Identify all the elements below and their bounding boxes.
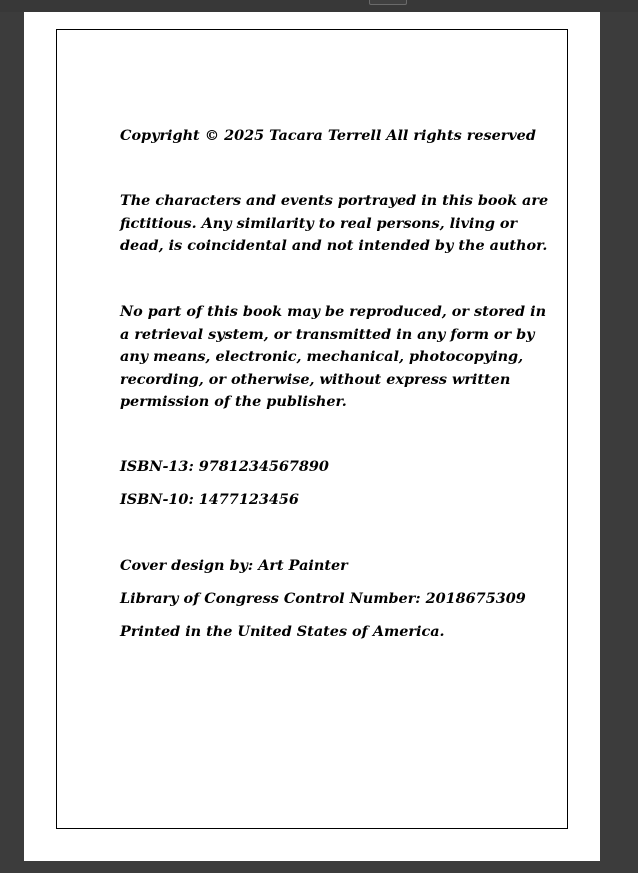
page-tab-handle[interactable] (369, 0, 407, 5)
rights-line: any means, electronic, mechanical, photocopying, (120, 348, 524, 365)
printed-in-line: Printed in the United States of America. (120, 623, 445, 640)
copyright-line: Copyright © 2025 Tacara Terrell All rights reserved (120, 127, 536, 144)
loc-number-line: Library of Congress Control Number: 2018675309 (120, 590, 526, 607)
disclaimer-paragraph (120, 190, 549, 258)
page-border (56, 29, 568, 829)
rights-line: recording, or otherwise, without express written (120, 370, 511, 388)
rights-line: permission of the publisher. (120, 393, 347, 410)
document-page (24, 12, 600, 861)
disclaimer-line: fictitious. Any similarity to real persons, living or (120, 214, 518, 232)
isbn13-line: ISBN-13: 9781234567890 (120, 458, 329, 475)
cover-design-line: Cover design by: Art Painter (120, 557, 348, 574)
rights-line: a retrieval system, or transmitted in any form or by (120, 325, 535, 343)
disclaimer-line: The characters and events portrayed in this book are (120, 192, 549, 209)
isbn10-line: ISBN-10: 1477123456 (120, 491, 299, 508)
rights-paragraph (120, 301, 547, 414)
rights-line: No part of this book may be reproduced, or stored in (120, 303, 547, 320)
disclaimer-line: dead, is coincidental and not intended by the author. (120, 237, 548, 254)
viewer-top-bar (0, 0, 638, 12)
